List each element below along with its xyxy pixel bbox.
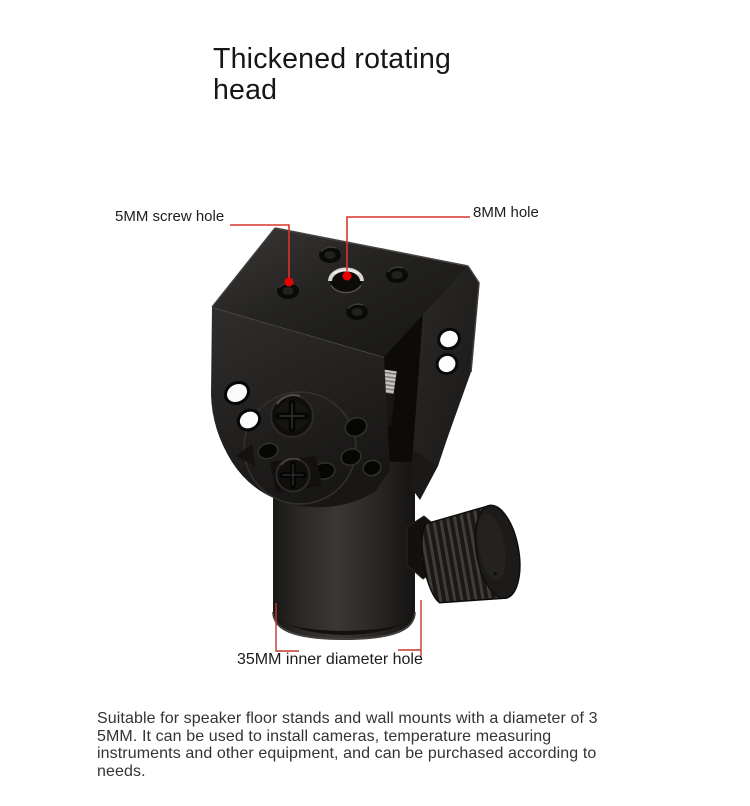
phillips-screw-upper	[271, 395, 313, 437]
locking-knob	[416, 502, 527, 611]
callout-label-5mm-screw-hole: 5MM screw hole	[115, 208, 225, 225]
description-line: needs.	[97, 762, 146, 780]
description-line: 5MM. It can be used to install cameras, temperature measuring	[97, 727, 552, 745]
callout-label-8mm-hole: 8MM hole	[473, 204, 539, 221]
leader-dot-8mm	[343, 272, 352, 281]
page-title-line: Thickened rotating	[213, 43, 452, 75]
leader-dot-5mm	[285, 278, 294, 287]
description-line: Suitable for speaker floor stands and wall mounts with a diameter of 3	[97, 710, 598, 727]
description-line: instruments and other equipment, and can be purchased according to	[97, 745, 597, 762]
callout-label-35mm-inner-diameter: 35MM inner diameter hole	[237, 651, 423, 668]
page-title	[213, 44, 451, 106]
page-title-line: head	[213, 74, 278, 106]
product-description	[97, 710, 598, 780]
